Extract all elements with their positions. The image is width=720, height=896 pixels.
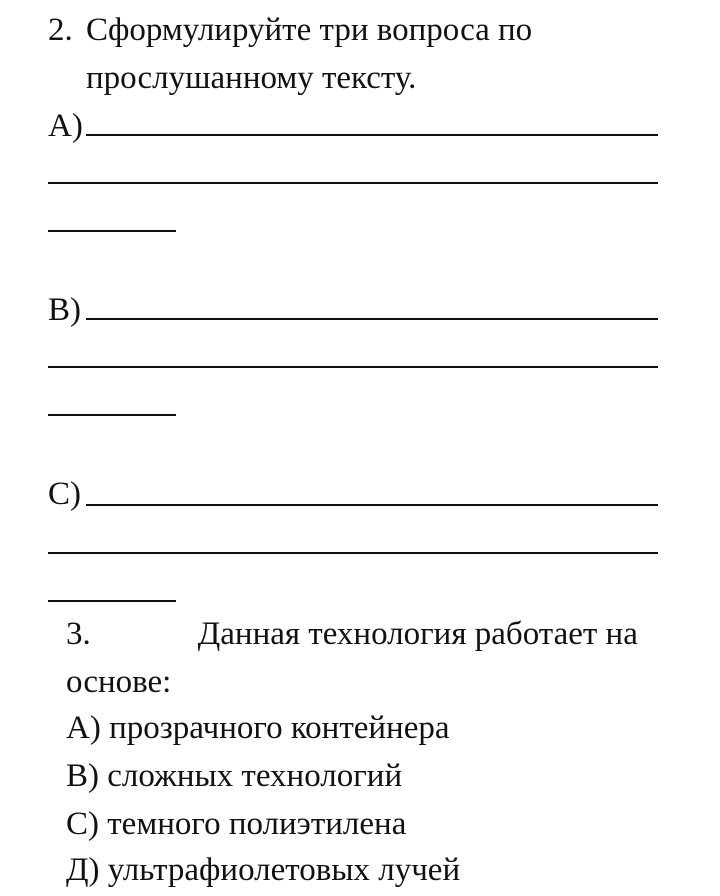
question-3-title-line-2: основе: xyxy=(66,664,172,700)
answer-a-line-1[interactable] xyxy=(86,134,658,136)
answer-b-line-1[interactable] xyxy=(86,318,658,320)
question-2-title-line-1: Сформулируйте три вопроса по xyxy=(86,12,533,48)
option-c[interactable]: С) темного полиэтилена xyxy=(66,806,407,842)
option-b[interactable]: В) сложных технологий xyxy=(66,758,403,794)
question-3-number: 3. xyxy=(66,616,91,652)
answer-c-label: С) xyxy=(48,476,81,512)
option-a[interactable]: А) прозрачного контейнера xyxy=(66,710,450,746)
answer-a-line-3[interactable] xyxy=(48,230,176,232)
answer-a-line-2[interactable] xyxy=(48,182,658,184)
option-d[interactable]: Д) ультрафиолетовых лучей xyxy=(66,852,461,888)
answer-b-line-2[interactable] xyxy=(48,366,658,368)
answer-c-line-2[interactable] xyxy=(48,552,658,554)
answer-b-line-3[interactable] xyxy=(48,414,176,416)
question-2-number: 2. xyxy=(48,12,73,48)
question-2-title-line-2: прослушанному тексту. xyxy=(86,60,417,96)
question-3-title-line-1: Данная технология работает на xyxy=(197,616,638,652)
answer-c-line-3[interactable] xyxy=(48,600,176,602)
answer-b-label: В) xyxy=(48,292,81,328)
answer-c-line-1[interactable] xyxy=(86,504,658,506)
answer-a-label: А) xyxy=(48,108,83,144)
question-3-heading xyxy=(66,618,638,651)
